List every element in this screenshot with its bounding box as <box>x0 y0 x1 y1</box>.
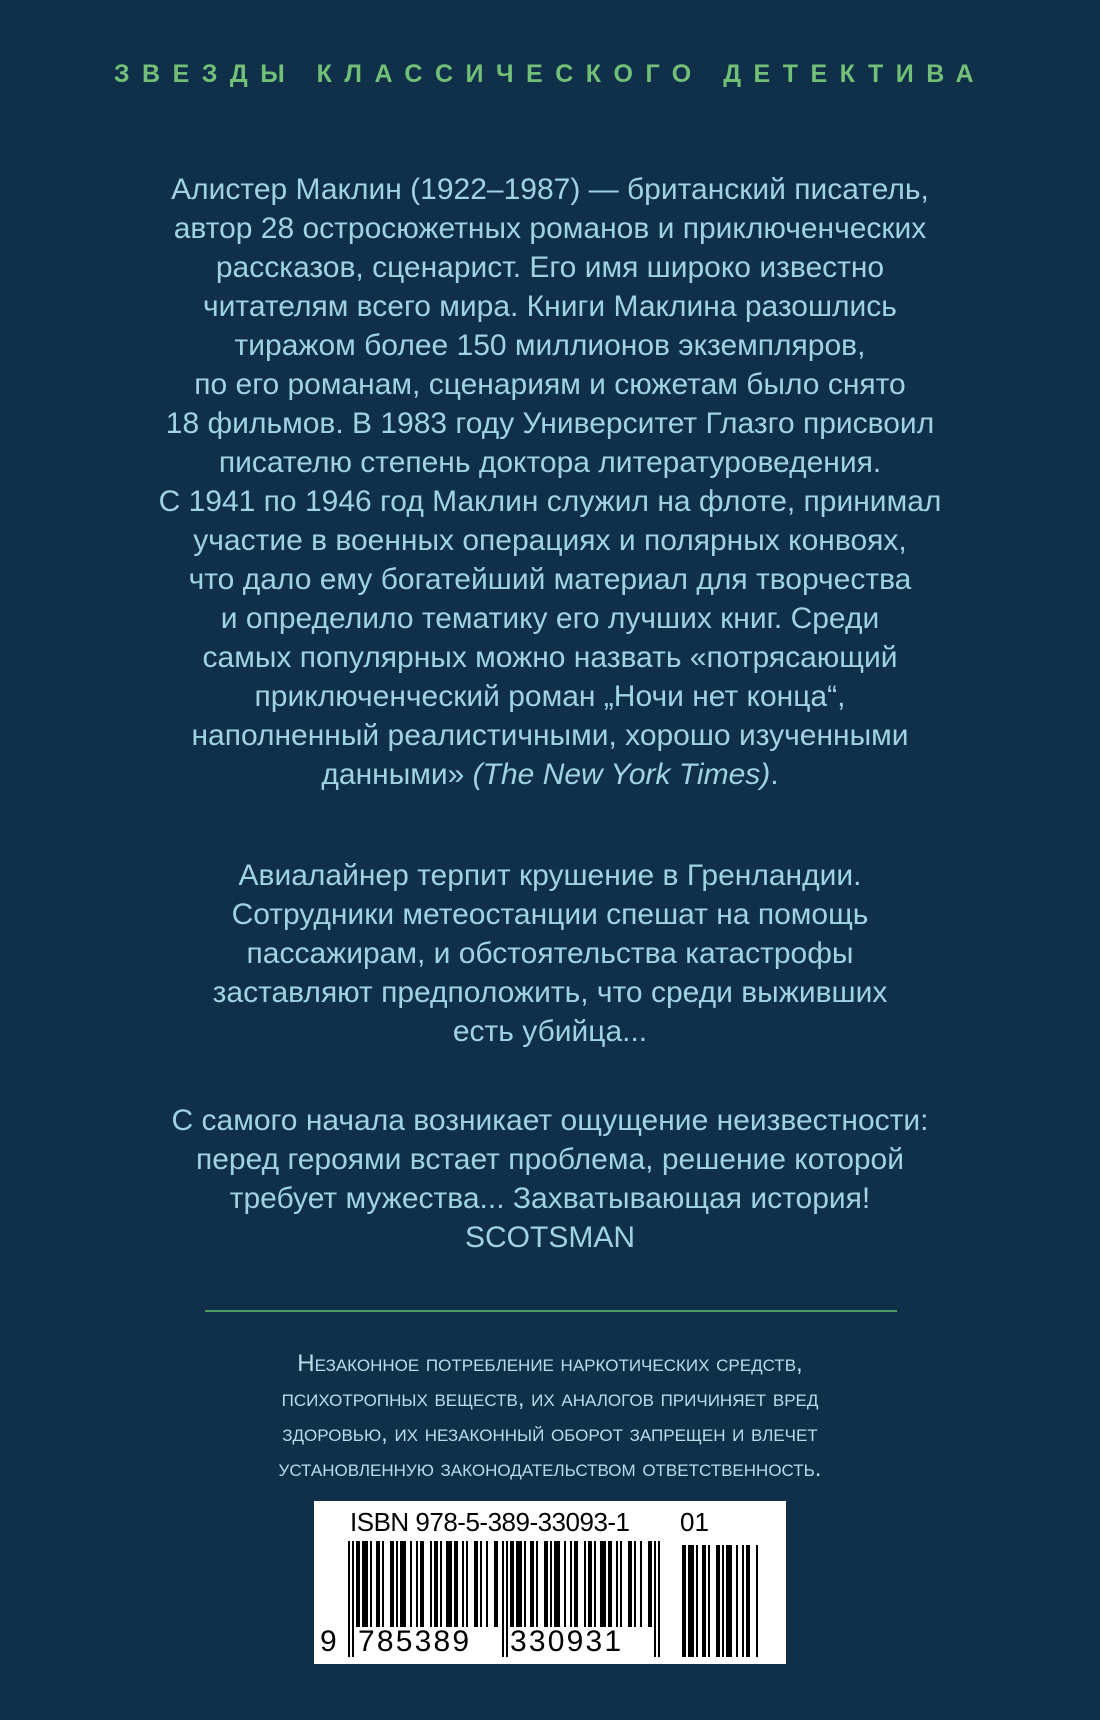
barcode-bar <box>440 1541 442 1627</box>
barcode-bar <box>716 1545 720 1657</box>
barcode-bar <box>370 1541 372 1627</box>
barcode-bar <box>486 1541 488 1627</box>
synopsis-line: заставляют предположить, что среди выживших <box>212 976 888 1009</box>
warning-line: Незаконное потребление наркотических средств, <box>297 1350 803 1377</box>
review-line: перед героями встает проблема, решение которой <box>195 1143 905 1176</box>
bio-line: самых популярных можно назвать «потрясающий <box>202 641 898 674</box>
barcode-bar <box>588 1541 592 1627</box>
warning-line: психотропных веществ, их аналогов причиняет вред <box>281 1385 819 1412</box>
barcode-guard-bar <box>506 1541 508 1657</box>
barcode-bar <box>736 1545 738 1657</box>
barcode-bar <box>550 1541 552 1627</box>
barcode-bar <box>466 1541 468 1627</box>
bio-line: что дало ему богатейший материал для творчества <box>188 563 912 596</box>
barcode-bar <box>420 1541 424 1627</box>
barcode-bar <box>410 1541 412 1627</box>
barcode-bar <box>756 1545 758 1657</box>
barcode-bar <box>516 1541 522 1627</box>
barcode-bar <box>554 1541 560 1627</box>
bio-line: С 1941 по 1946 год Маклин служил на флоте, принимал <box>158 485 942 518</box>
barcode-bar <box>524 1541 526 1627</box>
barcode-bar <box>688 1545 694 1657</box>
barcode-bar <box>376 1541 380 1627</box>
barcode-bar <box>462 1541 464 1627</box>
barcode-bar <box>536 1541 538 1627</box>
barcode-bar <box>634 1541 636 1627</box>
barcode-bar <box>640 1541 642 1627</box>
barcode-bar <box>628 1541 632 1627</box>
barcode-bar <box>564 1541 566 1627</box>
bio-line: писателю степень доктора литературоведения. <box>218 446 882 479</box>
warning-line: здоровью, их незаконный оборот запрещен и влечет <box>282 1420 818 1447</box>
barcode-bar <box>708 1545 710 1657</box>
review-quote <box>60 1101 1040 1257</box>
addon-code: 01 <box>680 1507 709 1537</box>
quote-source: (The New York Times) <box>472 758 771 791</box>
barcode-bar <box>510 1541 514 1627</box>
barcode-bar <box>742 1545 744 1657</box>
barcode-bar <box>362 1541 368 1627</box>
synopsis-line: Авиалайнер терпит крушение в Гренландии. <box>238 859 862 892</box>
isbn-text: ISBN 978-5-389-33093-1 <box>350 1507 630 1537</box>
bio-line: автор 28 остросюжетных романов и приключенческих <box>173 212 927 245</box>
bio-line: читателям всего мира. Книги Маклина разошлись <box>203 290 897 323</box>
barcode-bar <box>620 1541 622 1627</box>
barcode-bar <box>356 1541 360 1627</box>
barcode-bar <box>434 1541 438 1627</box>
barcode-bar <box>616 1541 618 1627</box>
barcode-guard-bar <box>654 1541 656 1657</box>
series-title: ЗВЕЗДЫ КЛАССИЧЕСКОГО ДЕТЕКТИВА <box>113 60 987 88</box>
warning-line: установленную законодательством ответственность. <box>278 1455 822 1482</box>
barcode-bar <box>600 1541 606 1627</box>
barcode-bar <box>474 1541 478 1627</box>
barcode-bar <box>608 1541 612 1627</box>
bio-last-line-text: данными» <box>321 758 473 791</box>
bio-line: 18 фильмов. В 1983 году Университет Глазго присвоил <box>165 407 935 440</box>
barcode-bar <box>494 1541 498 1627</box>
barcode-bar <box>480 1541 482 1627</box>
barcode-bar <box>570 1541 572 1627</box>
barcode-bar <box>430 1541 432 1627</box>
bio-last-line <box>60 755 1040 794</box>
barcode-digit-first: 9 <box>320 1625 337 1658</box>
barcode-bar <box>400 1541 406 1627</box>
bio-line: наполненный реалистичными, хорошо изученными <box>191 719 909 752</box>
barcode-bar <box>746 1545 750 1657</box>
barcode-guard-bar <box>502 1541 504 1657</box>
barcode-digits-right: 330931 <box>510 1625 624 1658</box>
barcode-bar <box>726 1545 732 1657</box>
barcode-bar <box>574 1541 578 1627</box>
barcode-bar <box>446 1541 452 1627</box>
barcode-digits-left: 785389 <box>358 1625 472 1658</box>
barcode-bar <box>594 1541 596 1627</box>
bio-line: приключенческий роман „Ночи нет конца“, <box>254 680 846 713</box>
bio-line: и определило тематику его лучших книг. Среди <box>220 602 880 635</box>
barcode-bar <box>416 1541 418 1627</box>
bio-line: Алистер Маклин (1922–1987) — британский писатель, <box>171 173 929 206</box>
review-source: SCOTSMAN <box>464 1221 635 1254</box>
barcode-bar <box>382 1541 384 1627</box>
barcode-bar <box>682 1545 686 1657</box>
bio-last-line-end: . <box>770 758 779 791</box>
barcode-bar <box>390 1541 394 1627</box>
barcode-bar <box>396 1541 398 1627</box>
divider-line <box>205 1310 897 1312</box>
barcode-bar <box>544 1541 548 1627</box>
synopsis-line: есть убийца... <box>452 1015 648 1048</box>
barcode-bar <box>584 1541 586 1627</box>
bio-line: участие в военных операциях и полярных конвоях, <box>193 524 907 557</box>
barcode-bar <box>648 1541 652 1627</box>
bio-line: рассказов, сценарист. Его имя широко известно <box>215 251 885 284</box>
bio-line: тиражом более 150 миллионов экземпляров, <box>234 329 866 362</box>
review-line: С самого начала возникает ощущение неизвестности: <box>171 1104 929 1137</box>
author-bio <box>60 170 1040 794</box>
barcode-bar <box>530 1541 534 1627</box>
legal-warning <box>60 1346 1040 1486</box>
review-line: требует мужества... Захватывающая история! <box>229 1182 871 1215</box>
synopsis <box>60 856 1040 1051</box>
barcode-guard-bar <box>658 1541 660 1657</box>
barcode-guard-bar <box>352 1541 354 1657</box>
synopsis-line: пассажирам, и обстоятельства катастрофы <box>246 937 854 970</box>
barcode-bar <box>702 1545 706 1657</box>
bio-line: по его романам, сценариям и сюжетам было снято <box>194 368 906 401</box>
barcode-bar <box>722 1545 724 1657</box>
isbn-barcode <box>314 1501 786 1664</box>
synopsis-line: Сотрудники метеостанции спешат на помощь <box>231 898 869 931</box>
barcode-bar <box>696 1545 698 1657</box>
barcode-guard-bar <box>348 1541 350 1657</box>
barcode-bar <box>454 1541 458 1627</box>
